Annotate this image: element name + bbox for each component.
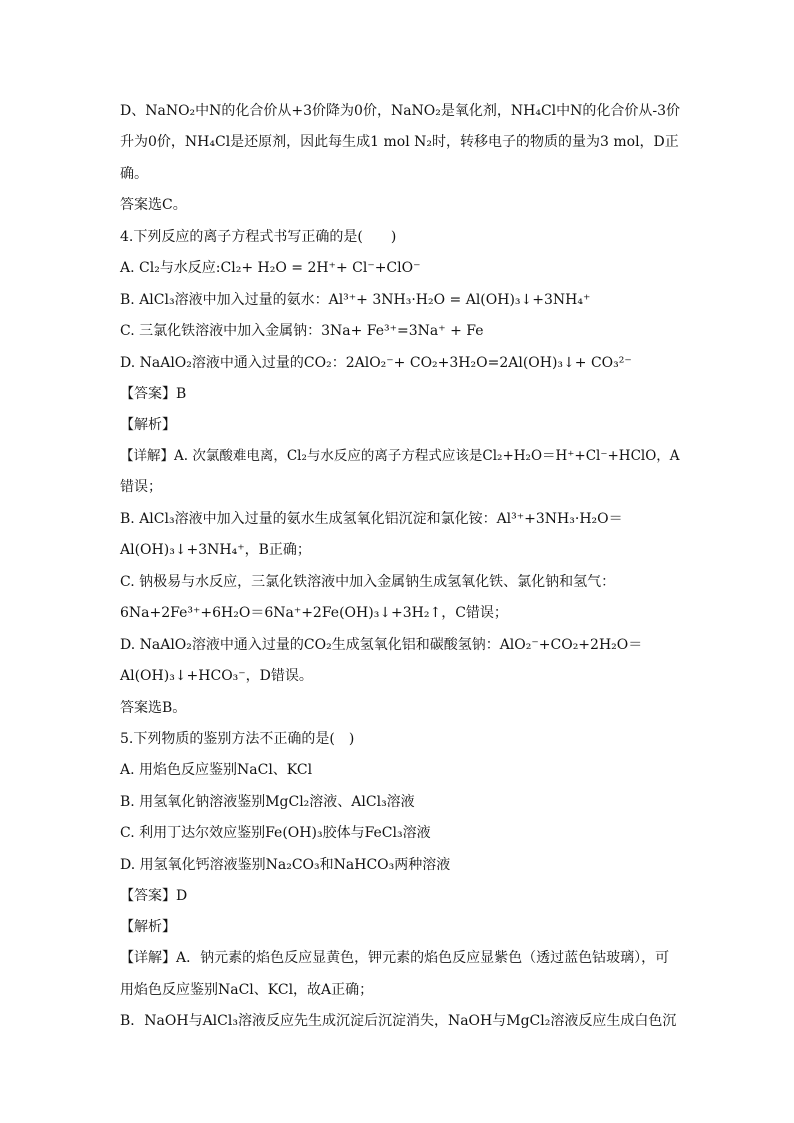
option-a: A. Cl₂与水反应:Cl₂+ H₂O = 2H⁺+ Cl⁻+ClO⁻ [120,260,421,276]
option-c: C. 三氯化铁溶液中加入金属钠：3Na+ Fe³⁺=3Na⁺ + Fe [120,323,484,339]
text-line: Al(OH)₃↓+HCO₃⁻，D错误。 [120,668,313,684]
text-line: 升为0价，NH₄Cl是还原剂，因此每生成1 mol N₂时，转移电子的物质的量为3 mol，D正 [120,134,679,150]
text-line: Al(OH)₃↓+3NH₄⁺，B正确； [120,542,311,558]
text-line: B. AlCl₃溶液中加入过量的氨水生成氢氧化铝沉淀和氯化铵：Al³⁺+3NH₃·H₂O＝ [120,511,623,527]
text-line: 【详解】A. 次氯酸难电离，Cl₂与水反应的离子方程式应该是Cl₂+H₂O＝H⁺+Cl⁻+HClO，A [120,448,680,464]
text-line: 6Na+2Fe³⁺+6H₂O＝6Na⁺+2Fe(OH)₃↓+3H₂↑，C错误； [120,605,508,621]
answer-label: 【答案】B [120,386,187,402]
text-line: 确。 [120,166,148,182]
option-a: A. 用焰色反应鉴别NaCl、KCl [120,762,313,778]
text-line: D. NaAlO₂溶液中通入过量的CO₂生成氢氧化铝和碳酸氢钠：AlO₂⁻+CO₂+2H₂O＝ [120,637,643,653]
question-5-stem: 5.下列物质的鉴别方法不正确的是( ) [120,731,355,747]
text-line: 答案选C。 [120,197,187,213]
text-line: D、NaNO₂中N的化合价从+3价降为0价，NaNO₂是氧化剂，NH₄Cl中N的化合价从-3价 [120,103,681,119]
option-d: D. 用氢氧化钙溶液鉴别Na₂CO₃和NaHCO₃两种溶液 [120,857,451,873]
option-d: D. NaAlO₂溶液中通入过量的CO₂：2AlO₂⁻+ CO₂+3H₂O=2Al(OH)₃↓+ CO₃²⁻ [120,355,632,371]
analysis-label: 【解析】 [120,919,176,935]
text-line: C. 钠极易与水反应，三氯化铁溶液中加入金属钠生成氢氧化铁、氯化钠和氢气： [120,574,616,590]
text-line: 用焰色反应鉴别NaCl、KCl，故A正确； [120,982,374,998]
text-line: 【详解】A．钠元素的焰色反应显黄色，钾元素的焰色反应显紫色（透过蓝色钴玻璃），可 [120,950,670,966]
answer-label: 【答案】D [120,888,188,904]
analysis-label: 【解析】 [120,417,176,433]
option-b: B. 用氢氧化钠溶液鉴别MgCl₂溶液、AlCl₃溶液 [120,794,415,810]
text-line: B．NaOH与AlCl₃溶液反应先生成沉淀后沉淀消失，NaOH与MgCl₂溶液反应生成白色沉 [120,1013,677,1029]
text-line: 答案选B。 [120,700,187,716]
option-b: B. AlCl₃溶液中加入过量的氨水：Al³⁺+ 3NH₃·H₂O = Al(OH)₃↓+3NH₄⁺ [120,292,591,308]
option-c: C. 利用丁达尔效应鉴别Fe(OH)₃胶体与FeCl₃溶液 [120,825,431,841]
question-4-stem: 4.下列反应的离子方程式书写正确的是( ) [120,229,397,245]
text-line: 错误； [120,479,162,495]
